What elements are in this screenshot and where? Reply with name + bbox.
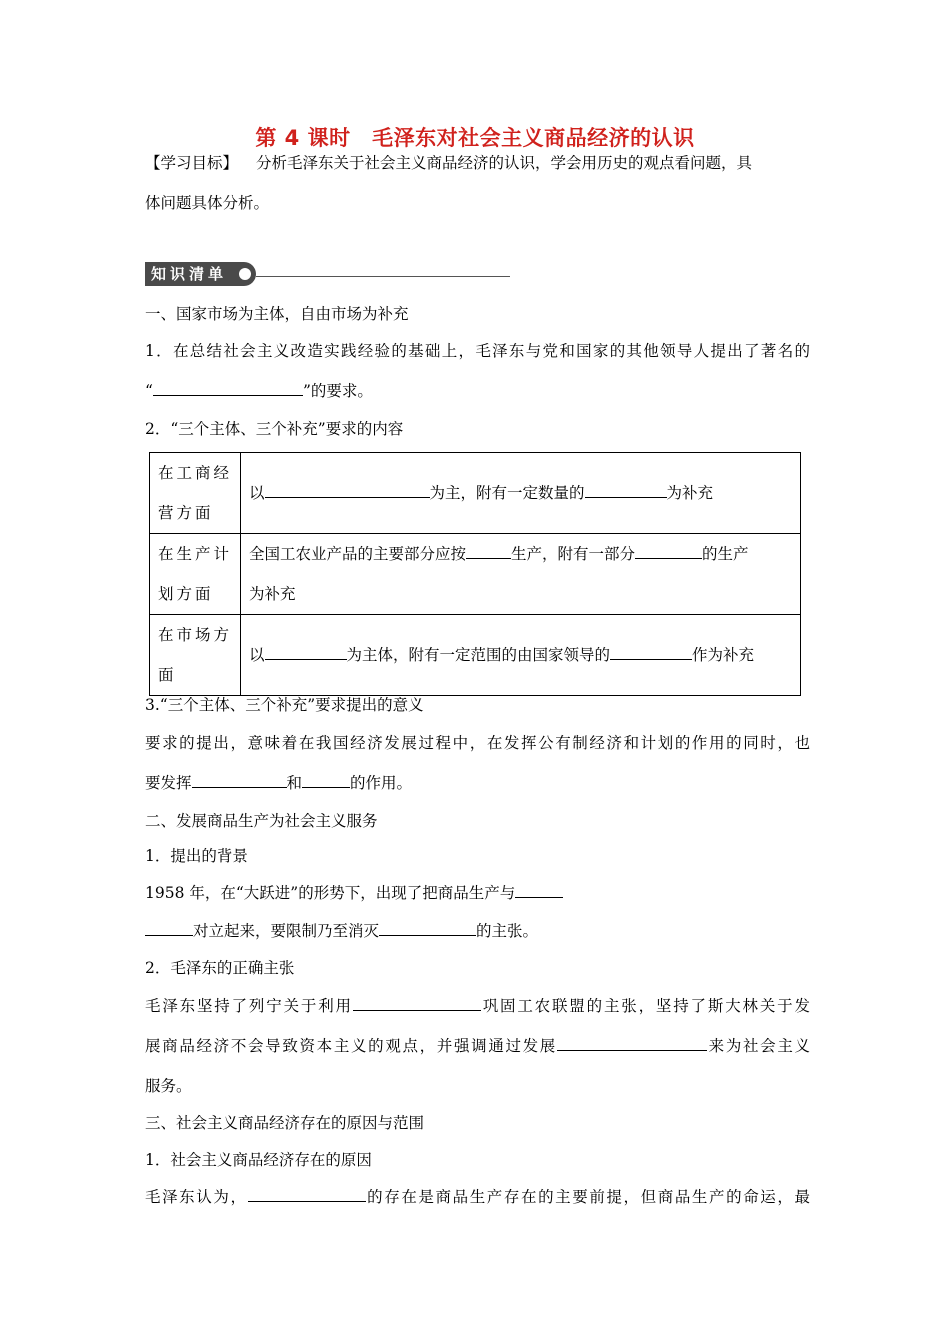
table-row-content: 以 为主体，附有一定范围的由国家领导的 作为补充 [241,615,801,696]
part1-item3-line-a: 要求的提出，意味着在我国经济发展过程中，在发挥公有制经济和计划的作用的同时，也 [145,734,810,752]
fill-blank[interactable] [557,1036,707,1051]
objective-tag: 【学习目标】 [145,154,239,172]
part3-item1: 1．社会主义商品经济存在的原因 [145,1151,372,1169]
fill-blank[interactable] [466,544,511,559]
part2-heading: 二、发展商品生产为社会主义服务 [145,812,378,830]
section-header-rule [256,276,510,277]
table-row-head: 在生产计 划方面 [150,534,241,615]
fill-blank[interactable] [610,645,692,660]
table-row [150,534,801,615]
table-row-head: 在工商经 营方面 [150,453,241,534]
part2-mz-line-b: 展商品经济不会导致资本主义的观点，并强调通过发展 来为社会主义 [145,1037,810,1055]
part2-item2: 2．毛泽东的正确主张 [145,959,295,977]
fill-blank[interactable] [635,544,702,559]
fill-blank[interactable] [302,773,350,788]
fill-blank[interactable] [353,996,481,1011]
table-row-content: 全国工农业产品的主要部分应按 生产，附有一部分 的生产 为补充 [241,534,801,615]
table-row [150,615,801,696]
fill-blank[interactable] [515,883,563,898]
objective-line-2: 体问题具体分析。 [145,194,270,212]
part1-item1-line-b: “ ”的要求。 [145,382,373,400]
objective-line-1 [145,153,810,173]
fill-blank[interactable] [248,1187,366,1202]
part1-item3-line-b: 要发挥 和 的作用。 [145,774,413,792]
table-row-head: 在市场方 面 [150,615,241,696]
section-header-label: 知识清单 [145,262,256,286]
fill-blank[interactable] [265,483,430,498]
three-mains-table [149,452,801,696]
part2-mz-line-c: 服务。 [145,1077,192,1095]
fill-blank[interactable] [153,381,303,396]
part2-mz-line-a: 毛泽东坚持了列宁关于利用 巩固工农联盟的主张，坚持了斯大林关于发 [145,997,810,1015]
table-row-content: 以 为主，附有一定数量的 为补充 [241,453,801,534]
fill-blank[interactable] [585,483,667,498]
table-row [150,453,801,534]
part3-heading: 三、社会主义商品经济存在的原因与范围 [145,1114,425,1132]
part2-bg-line-b: 对立起来，要限制乃至消灭 的主张。 [145,921,810,941]
part3-reason-line-a: 毛泽东认为， 的存在是商品生产存在的主要前提，但商品生产的命运，最 [145,1188,810,1206]
fill-blank[interactable] [145,921,193,936]
section-header-knowledge-list [145,262,510,288]
part2-bg-line-a: 1958 年，在“大跃进”的形势下，出现了把商品生产与 [145,883,810,903]
part1-item3: 3.“三个主体、三个补充”要求提出的意义 [145,696,424,714]
part1-item2: 2．“三个主体、三个补充”要求的内容 [145,420,404,438]
bullet-dot-icon [239,268,251,280]
page-title: 第 4 课时 毛泽东对社会主义商品经济的认识 [255,126,695,150]
part2-item1: 1．提出的背景 [145,847,248,865]
fill-blank[interactable] [192,773,287,788]
objective-text: 分析毛泽东关于社会主义商品经济的认识，学会用历史的观点看问题，具 [256,154,753,172]
fill-blank[interactable] [379,921,476,936]
fill-blank[interactable] [265,645,347,660]
part1-heading: 一、国家市场为主体，自由市场为补充 [145,305,409,323]
part1-item1-line-a: 1．在总结社会主义改造实践经验的基础上，毛泽东与党和国家的其他领导人提出了著名的 [145,342,810,360]
